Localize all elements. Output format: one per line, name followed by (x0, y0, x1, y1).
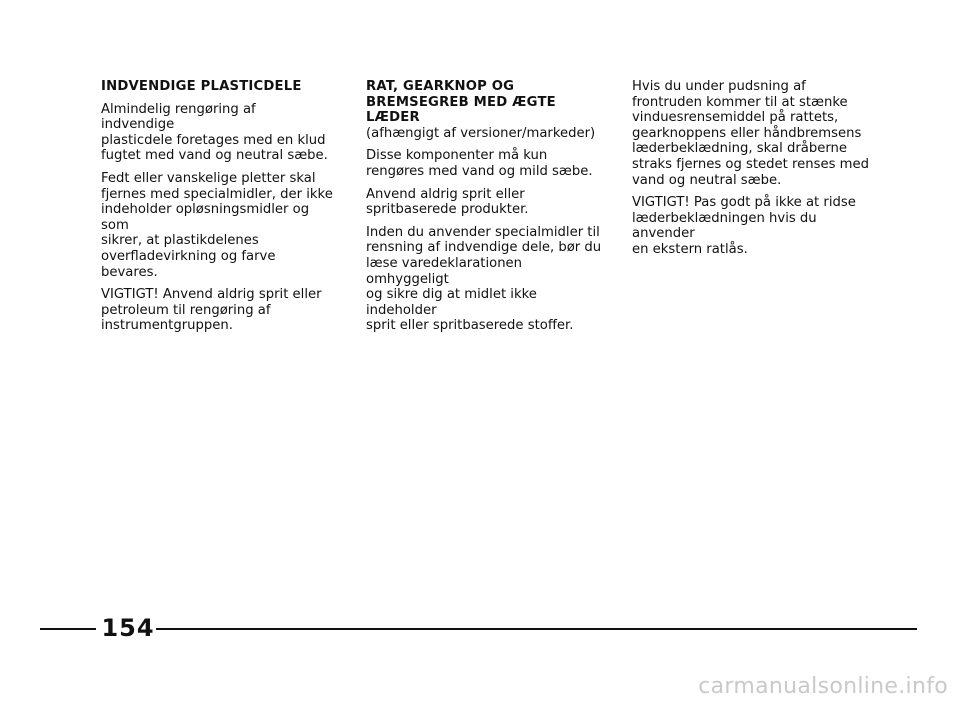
section-heading-interior-plastic: INDVENDIGE PLASTICDELE (101, 79, 302, 94)
warning-paragraph: VIGTIGT! Pas godt på ikke at ridse læderbeklædningen hvis du anvender en ekstern ratlås. (632, 195, 856, 257)
section-heading-leather-parts: RAT, GEARKNOP OG BREMSEGREB MED ÆGTE LÆDER (366, 79, 556, 126)
column-leather-care-continued (632, 79, 872, 265)
paragraph: Hvis du under pudsning af frontruden kommer til at stænke vinduesrensemiddel på rattets, gearknoppens eller håndbremsens læderbeklædning, skal dråberne straks fjernes og stedet renses med vand og neutral sæbe. (632, 79, 870, 188)
page-number: 154 (101, 614, 155, 642)
paragraph: Inden du anvender specialmidler til rensning af indvendige dele, bør du læse varedeklarationen omhyggeligt og sikre dig at midlet ikke indeholder sprit eller spritbaserede stoffer. (366, 224, 602, 334)
footer-rule-right (156, 628, 917, 630)
paragraph: Disse komponenter må kun rengøres med vand og mild sæbe. (366, 148, 593, 179)
paragraph: Almindelig rengøring af indvendige plasticdele foretages med en klud fugtet med vand og neutral sæbe. (101, 101, 328, 164)
paragraph: Anvend aldrig sprit eller spritbaserede produkter. (366, 186, 529, 218)
paragraph: Fedt eller vanskelige pletter skal fjernes med specialmidler, der ikke indeholder opløsningsmidler og som sikrer, at plastikdelenes overfladevirkning og farve bevares. (101, 170, 333, 280)
warning-paragraph: VIGTIGT! Anvend aldrig sprit eller petroleum til rengøring af instrumentgruppen. (101, 287, 322, 334)
column-leather-parts (366, 79, 606, 341)
footer-rule-left (40, 628, 96, 630)
column-interior-plastic (101, 79, 333, 341)
watermark: carmanualsonline.info (698, 674, 948, 699)
section-subtitle: (afhængigt af versioner/markeder) (366, 125, 596, 141)
